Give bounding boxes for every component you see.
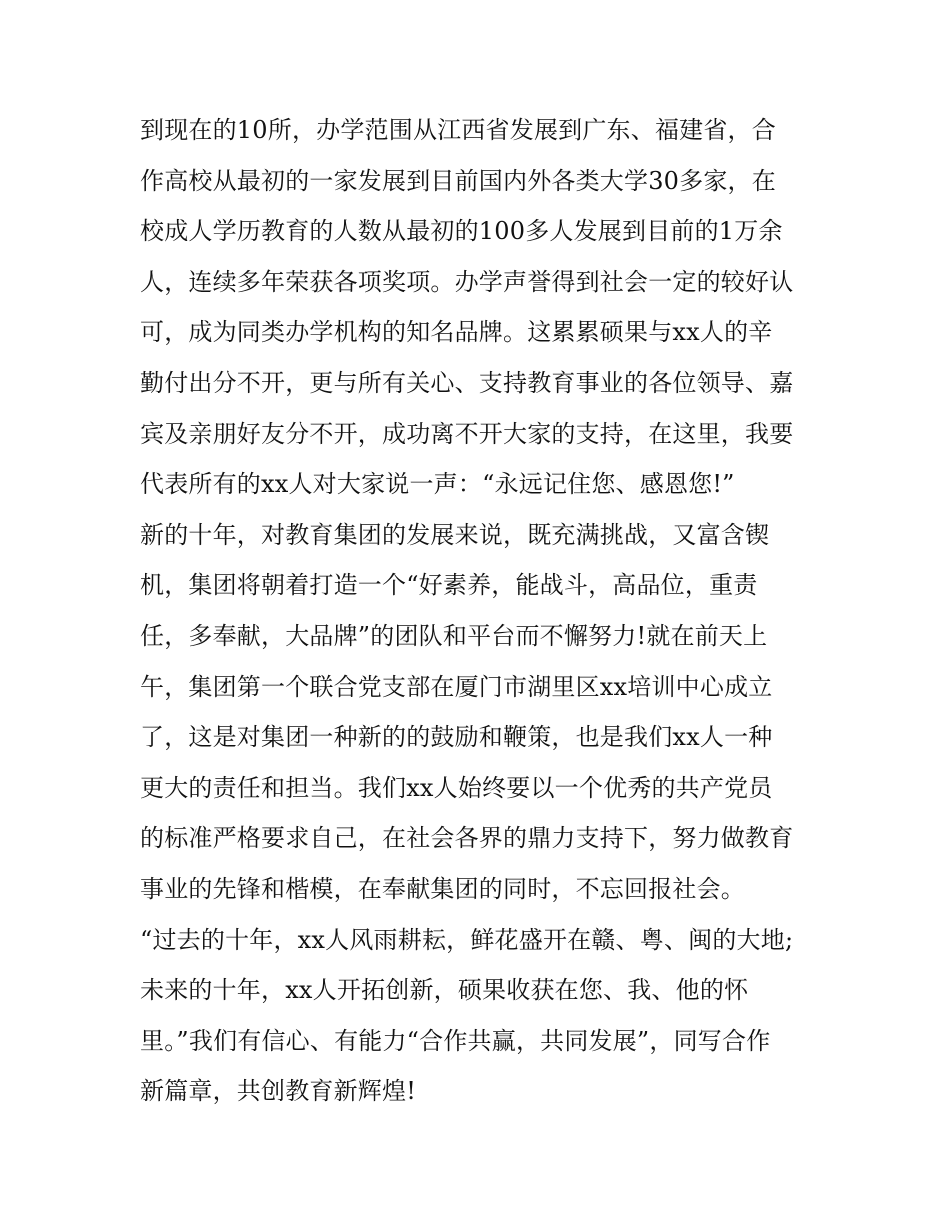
text-line: 里。”我们有信心、有能力“合作共赢，共同发展”，同写合作 — [140, 1026, 771, 1055]
text-line: 可，成为同类办学机构的知名品牌。这累累硕果与xx人的辛 — [140, 318, 773, 347]
text-line: 机，集团将朝着打造一个“好素养，能战斗，高品位，重责 — [140, 571, 758, 600]
text-line: 校成人学历教育的人数从最初的100多人发展到目前的1万余 — [140, 217, 783, 246]
text-line: 作高校从最初的一家发展到目前国内外各类大学30多家，在 — [140, 166, 776, 195]
text-line: 的标准严格要求自己，在社会各界的鼎力支持下，努力做教育 — [140, 824, 794, 853]
text-line: 事业的先锋和楷模，在奉献集团的同时，不忘回报社会。 — [140, 874, 745, 903]
text-line: 新的十年，对教育集团的发展来说，既充满挑战，又富含锲 — [140, 520, 770, 549]
text-line: “过去的十年，xx人风雨耕耘，鲜花盛开在赣、粤、闽的大地; — [140, 925, 794, 954]
text-line: 人，连续多年荣获各项奖项。办学声誉得到社会一定的较好认 — [140, 267, 794, 296]
text-line: 勤付出分不开，更与所有关心、支持教育事业的各位领导、嘉 — [140, 368, 794, 397]
text-line: 未来的十年，xx人开拓创新，硕果收获在您、我、他的怀 — [140, 976, 749, 1005]
text-line: 更大的责任和担当。我们xx人始终要以一个优秀的共产党员 — [140, 773, 773, 802]
text-line: 了，这是对集团一种新的的鼓励和鞭策，也是我们xx人一种 — [140, 723, 773, 752]
body-text — [140, 105, 840, 1117]
text-line: 到现在的10所，办学范围从江西省发展到广东、福建省，合 — [140, 116, 776, 144]
text-line: 午，集团第一个联合党支部在厦门市湖里区xx培训中心成立 — [140, 672, 773, 701]
text-line: 新篇章，共创教育新辉煌! — [140, 1077, 417, 1106]
text-line: 宾及亲朋好友分不开，成功离不开大家的支持，在这里，我要 — [140, 419, 794, 448]
text-line: 任，多奉献，大品牌”的团队和平台而不懈努力!就在前天上 — [140, 621, 768, 650]
text-line: 代表所有的xx人对大家说一声：“永远记住您、感恩您!” — [140, 470, 735, 499]
